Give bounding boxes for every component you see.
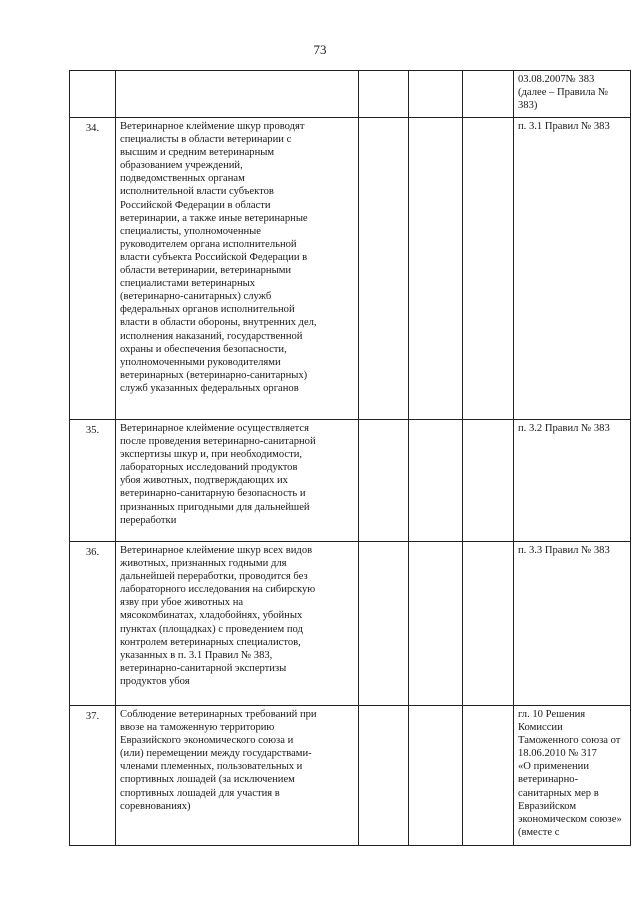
empty-cell	[409, 71, 463, 118]
empty-cell	[409, 706, 463, 846]
empty-cell	[359, 706, 409, 846]
empty-cell	[359, 420, 409, 542]
requirement-cell: Ветеринарное клеймение шкур проводят специалисты в области ветеринарии с высшим и средним ветеринарным образованием учреждений, подведомственных органам исполнительной власти субъектов Российской Федерации в области ветеринарии, а также иные ветеринарные специалисты, уполномоченные руководителем органа исполнительной власти субъекта Российской Федерации в области ветеринарии, ветеринарными специалистами ветеринарных (ветеринарно-санитарных) служб федеральных органов исполнительной власти в области обороны, внутренних дел, исполнения наказаний, государственной охраны и обеспечения безопасности, уполномоченными руководителями ветеринарных (ветеринарно-санитарных) служб указанных федеральных органов	[116, 118, 359, 420]
empty-cell	[463, 542, 514, 706]
requirement-cell: Ветеринарное клеймение осуществляется после проведения ветеринарно-санитарной экспертизы шкур и, при необходимости, лабораторных исследований продуктов убоя животных, подтверждающих их ветеринарно-санитарную безопасность и признанных пригодными для дальнейшей переработки	[116, 420, 359, 542]
empty-cell	[359, 118, 409, 420]
reference-cell: п. 3.1 Правил № 383	[514, 118, 631, 420]
row-number-cell: 36.	[70, 542, 116, 706]
empty-cell	[359, 71, 409, 118]
table-row	[70, 118, 631, 420]
table-row	[70, 542, 631, 706]
requirements-table	[69, 70, 631, 846]
empty-cell	[409, 118, 463, 420]
page-number: 73	[313, 42, 327, 57]
reference-cell: п. 3.3 Правил № 383	[514, 542, 631, 706]
reference-cell: п. 3.2 Правил № 383	[514, 420, 631, 542]
row-number-cell: 34.	[70, 118, 116, 420]
table-row	[70, 706, 631, 846]
empty-cell	[463, 420, 514, 542]
empty-cell	[463, 118, 514, 420]
row-number-cell	[70, 71, 116, 118]
table-row	[70, 71, 631, 118]
empty-cell	[463, 706, 514, 846]
empty-cell	[409, 420, 463, 542]
empty-cell	[359, 542, 409, 706]
reference-cell: 03.08.2007№ 383 (далее – Правила № 383)	[514, 71, 631, 118]
empty-cell	[463, 71, 514, 118]
table-row	[70, 420, 631, 542]
row-number-cell: 37.	[70, 706, 116, 846]
requirement-cell: Соблюдение ветеринарных требований при ввозе на таможенную территорию Евразийского экономического союза и (или) перемещении между государствами- членами племенных, пользовательных и спортивных лошадей (за исключением спортивных лошадей для участия в соревнованиях)	[116, 706, 359, 846]
empty-cell	[409, 542, 463, 706]
row-number-cell: 35.	[70, 420, 116, 542]
reference-cell: гл. 10 Решения Комиссии Таможенного союза от 18.06.2010 № 317 «О применении ветеринарно- санитарных мер в Евразийском экономическом союзе» (вместе с	[514, 706, 631, 846]
requirement-cell: Ветеринарное клеймение шкур всех видов животных, признанных годными для дальнейшей переработки, проводится без лабораторного исследования на сибирскую язву при убое животных на мясокомбинатах, хладобойнях, убойных пунктах (площадках) с проведением под контролем ветеринарных специалистов, указанных в п. 3.1 Правил № 383, ветеринарно-санитарной экспертизы продуктов убоя	[116, 542, 359, 706]
requirement-cell	[116, 71, 359, 118]
